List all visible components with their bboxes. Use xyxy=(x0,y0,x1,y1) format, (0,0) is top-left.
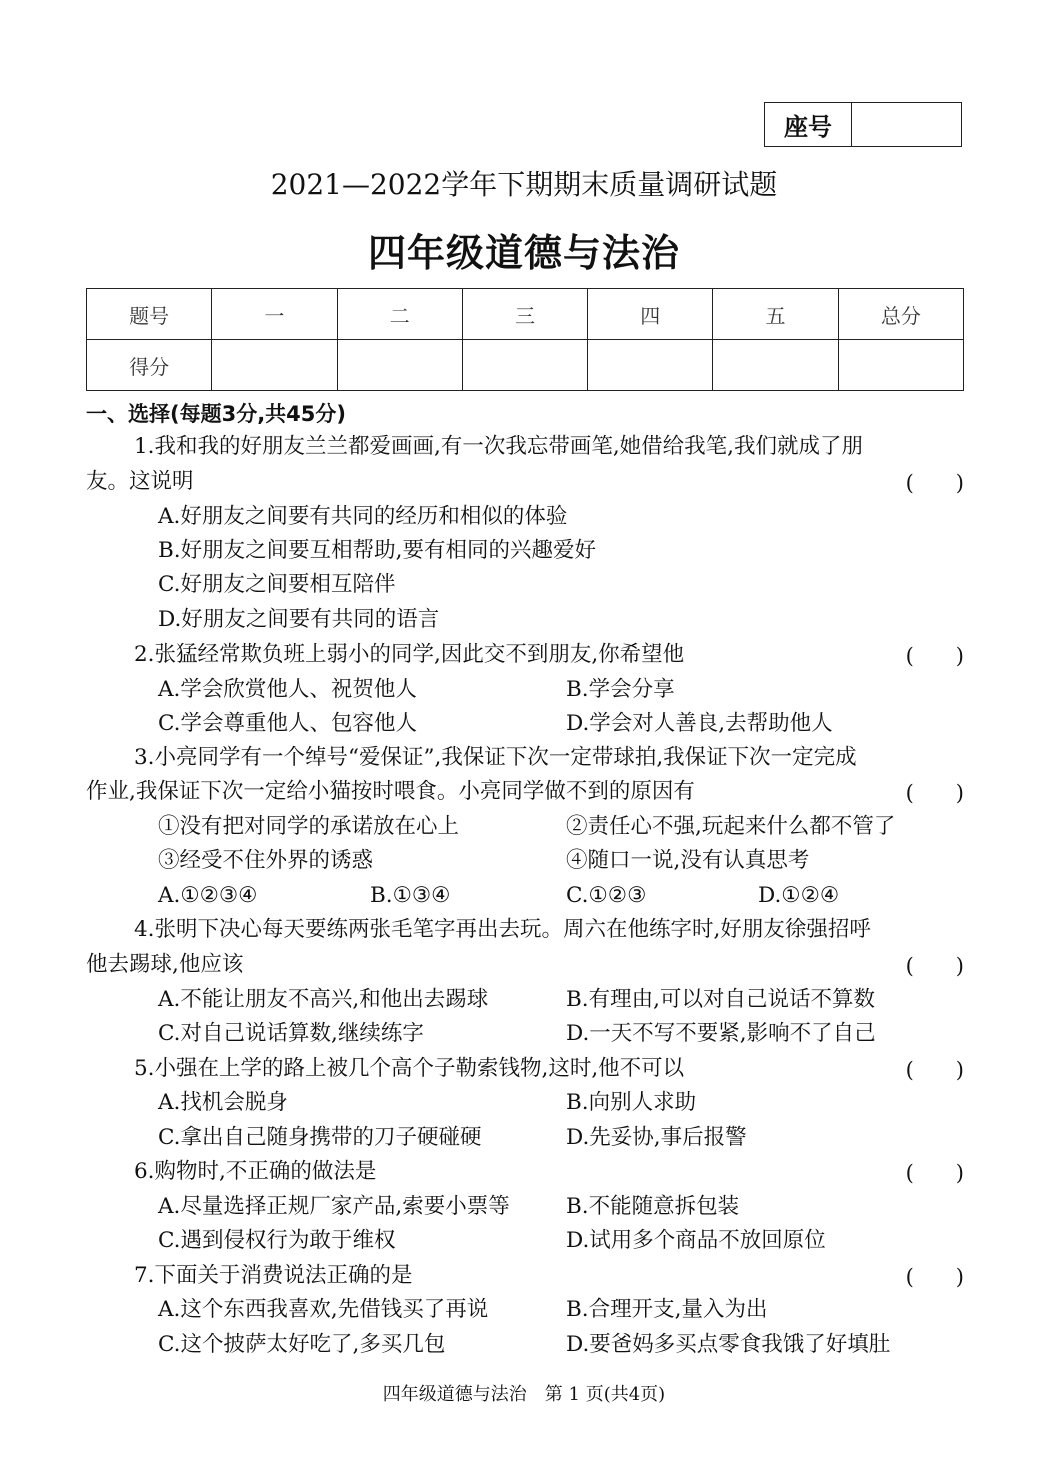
option-b: B.学会分享 xyxy=(566,677,675,702)
seat-number-label: 座号 xyxy=(765,103,852,146)
option-c: C.遇到侵权行为敢于维权 xyxy=(158,1228,396,1253)
option-d: D.好朋友之间要有共同的语言 xyxy=(158,607,440,632)
option-c: C.拿出自己随身携带的刀子硬碰硬 xyxy=(158,1125,482,1150)
option-b: B.不能随意拆包装 xyxy=(566,1194,740,1219)
option-b: B.有理由,可以对自己说话不算数 xyxy=(566,987,875,1012)
statement-3: ③经受不住外界的诱惑 xyxy=(158,848,374,873)
statement-1: ①没有把对同学的承诺放在心上 xyxy=(158,814,460,839)
answer-paren[interactable]: ( ) xyxy=(905,1161,964,1185)
score-header-cell: 总分 xyxy=(838,289,963,340)
score-cell[interactable] xyxy=(588,340,713,391)
question-3-line-2: 作业,我保证下次一定给小猫按时喂食。小亮同学做不到的原因有 xyxy=(86,779,695,804)
question-4-line-2: 他去踢球,他应该 xyxy=(86,952,244,977)
answer-paren[interactable]: ( ) xyxy=(905,954,964,978)
subject-title: 四年级道德与法治 xyxy=(367,231,680,275)
question-2-stem: 2.张猛经常欺负班上弱小的同学,因此交不到朋友,你希望他 xyxy=(134,642,685,667)
option-c: C.好朋友之间要相互陪伴 xyxy=(158,572,396,597)
seat-number-field[interactable] xyxy=(852,103,961,146)
option-c: C.这个披萨太好吃了,多买几包 xyxy=(158,1332,446,1357)
score-header-cell: 题号 xyxy=(87,289,212,340)
score-table-header-row xyxy=(87,289,964,340)
option-a: A.找机会脱身 xyxy=(158,1090,288,1115)
score-cell[interactable] xyxy=(713,340,838,391)
answer-paren[interactable]: ( ) xyxy=(905,1265,964,1289)
question-4-line-1: 4.张明下决心每天要练两张毛笔字再出去玩。周六在他练字时,好朋友徐强招呼 xyxy=(134,917,871,942)
score-header-cell: 四 xyxy=(588,289,713,340)
option-b: B.好朋友之间要互相帮助,要有相同的兴趣爱好 xyxy=(158,538,596,563)
answer-paren[interactable]: ( ) xyxy=(905,644,964,668)
section-heading: 一、选择(每题3分,共45分) xyxy=(86,402,347,426)
question-3-line-1: 3.小亮同学有一个绰号“爱保证”,我保证下次一定带球拍,我保证下次一定完成 xyxy=(134,745,857,770)
option-d: D.①②④ xyxy=(758,883,840,908)
score-header-cell: 二 xyxy=(337,289,462,340)
score-cell[interactable] xyxy=(838,340,963,391)
question-5-stem: 5.小强在上学的路上被几个高个子勒索钱物,这时,他不可以 xyxy=(134,1056,685,1081)
option-a: A.好朋友之间要有共同的经历和相似的体验 xyxy=(158,504,568,529)
option-b: B.①③④ xyxy=(370,883,451,908)
statement-2: ②责任心不强,玩起来什么都不管了 xyxy=(566,814,896,839)
score-header-cell: 一 xyxy=(212,289,337,340)
option-d: D.学会对人善良,去帮助他人 xyxy=(566,711,833,736)
score-header-cell: 三 xyxy=(462,289,587,340)
option-c: C.①②③ xyxy=(566,883,647,908)
option-d: D.试用多个商品不放回原位 xyxy=(566,1228,826,1253)
option-a: A.不能让朋友不高兴,和他出去踢球 xyxy=(158,987,489,1012)
option-d: D.要爸妈多买点零食我饿了好填肚 xyxy=(566,1332,891,1357)
page-footer: 四年级道德与法治 第 1 页(共4页) xyxy=(382,1384,666,1405)
option-a: A.①②③④ xyxy=(158,883,258,908)
option-c: C.对自己说话算数,继续练字 xyxy=(158,1021,424,1046)
score-cell[interactable] xyxy=(337,340,462,391)
question-7-stem: 7.下面关于消费说法正确的是 xyxy=(134,1263,413,1288)
option-c: C.学会尊重他人、包容他人 xyxy=(158,711,418,736)
score-row-label: 得分 xyxy=(87,340,212,391)
question-1-line-1: 1.我和我的好朋友兰兰都爱画画,有一次我忘带画笔,她借给我笔,我们就成了朋 xyxy=(134,434,864,459)
option-a: A.学会欣赏他人、祝贺他人 xyxy=(158,677,417,702)
answer-paren[interactable]: ( ) xyxy=(905,781,964,805)
option-a: A.尽量选择正规厂家产品,索要小票等 xyxy=(158,1194,510,1219)
option-d: D.先妥协,事后报警 xyxy=(566,1125,747,1150)
answer-paren[interactable]: ( ) xyxy=(905,1058,964,1082)
score-header-cell: 五 xyxy=(713,289,838,340)
question-6-stem: 6.购物时,不正确的做法是 xyxy=(134,1159,377,1184)
option-a: A.这个东西我喜欢,先借钱买了再说 xyxy=(158,1297,489,1322)
seat-number-box xyxy=(764,102,962,147)
exam-title: 2021—2022学年下期期末质量调研试题 xyxy=(270,168,778,201)
score-table xyxy=(86,288,964,391)
option-d: D.一天不写不要紧,影响不了自己 xyxy=(566,1021,876,1046)
score-table-score-row xyxy=(87,340,964,391)
score-cell[interactable] xyxy=(212,340,337,391)
question-1-line-2: 友。这说明 xyxy=(86,469,194,494)
option-b: B.合理开支,量入为出 xyxy=(566,1297,768,1322)
score-cell[interactable] xyxy=(462,340,587,391)
answer-paren[interactable]: ( ) xyxy=(905,471,964,495)
option-b: B.向别人求助 xyxy=(566,1090,697,1115)
statement-4: ④随口一说,没有认真思考 xyxy=(566,848,810,873)
